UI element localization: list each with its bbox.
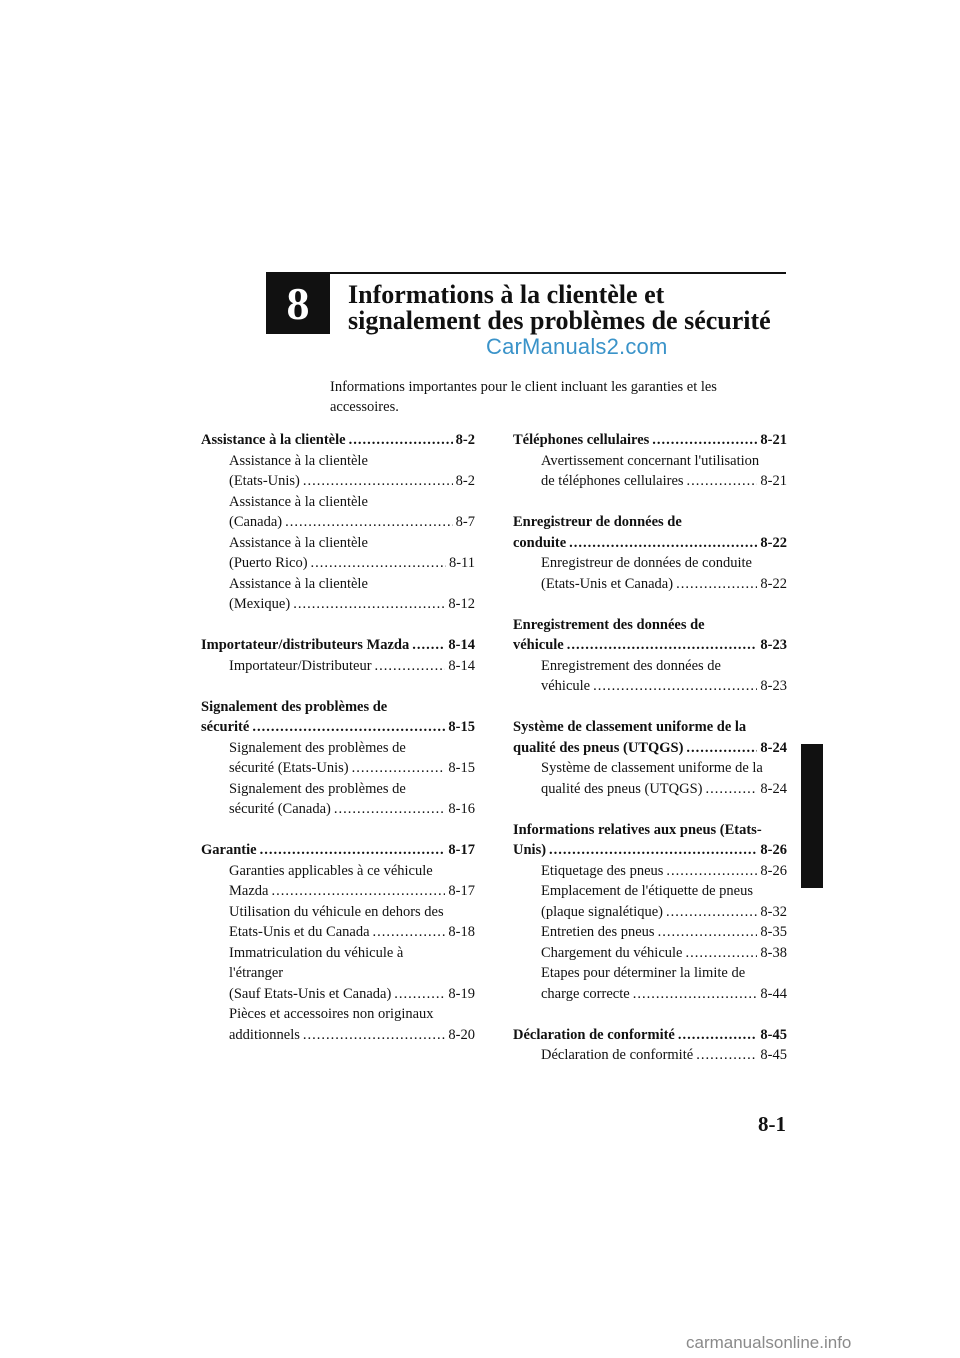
toc-section (201, 430, 475, 615)
toc-page-ref: 8-17 (448, 883, 475, 899)
toc-entry-line[interactable] (201, 1004, 475, 1025)
toc-section (201, 840, 475, 1045)
toc-heading-line[interactable] (513, 820, 787, 841)
toc-heading-line[interactable] (513, 635, 787, 656)
toc-entry-text: Déclaration de conformité (541, 1047, 694, 1063)
toc-leader-dots (652, 430, 757, 451)
toc-heading-line[interactable] (513, 533, 787, 554)
toc-entry-text: Système de classement uniforme de la (541, 760, 763, 776)
toc-entry-text: Signalement des problèmes de (229, 780, 406, 797)
toc-page-ref: 8-45 (760, 1026, 787, 1043)
toc-page-ref: 8-21 (760, 473, 787, 489)
toc-entry-line[interactable] (201, 533, 475, 554)
toc-entry-line[interactable] (513, 758, 787, 779)
toc-entry-text: (plaque signalétique) (541, 903, 663, 920)
toc-entry-text: de téléphones cellulaires (541, 473, 684, 489)
toc-entry-text: Etats-Unis et du Canada (229, 924, 370, 940)
toc-section (513, 615, 787, 697)
watermark-link[interactable]: CarManuals2.com (486, 334, 668, 359)
toc-leader-dots (293, 594, 445, 615)
toc-leader-dots (303, 1025, 446, 1046)
toc-entry-text: Enregistrement des données de (541, 657, 721, 674)
toc-entry-text: Assistance à la clientèle (229, 493, 368, 510)
toc-leader-dots (285, 512, 453, 533)
toc-entry-text: conduite (513, 534, 567, 551)
toc-entry-line[interactable] (201, 492, 475, 513)
toc-heading-line[interactable] (513, 430, 787, 451)
toc-entry-line[interactable] (201, 943, 475, 964)
toc-leader-dots (658, 922, 758, 943)
toc-leader-dots (567, 635, 758, 656)
toc-leader-dots (685, 943, 757, 964)
toc-entry-text: Assistance à la clientèle (229, 575, 368, 592)
toc-entry-text: véhicule (541, 678, 591, 694)
toc-entry-line[interactable] (513, 902, 787, 923)
toc-section (201, 697, 475, 820)
toc-leader-dots (394, 984, 445, 1005)
toc-leader-dots (686, 738, 757, 759)
toc-page-ref: 8-38 (760, 944, 787, 961)
toc-entry-text: qualité des pneus (UTQGS) (513, 739, 684, 756)
toc-leader-dots (666, 902, 757, 923)
toc-entry-line[interactable] (513, 943, 787, 964)
toc-entry-line[interactable] (513, 922, 787, 943)
toc-entry-line[interactable] (201, 799, 475, 820)
toc-heading-line[interactable] (201, 430, 475, 451)
toc-page-ref: 8-45 (760, 1047, 787, 1063)
toc-entry-text: Pièces et accessoires non originaux (229, 1006, 434, 1022)
toc-entry-text: Utilisation du véhicule en dehors des (229, 903, 444, 920)
toc-entry-line[interactable] (513, 451, 787, 472)
toc-entry-line[interactable] (201, 861, 475, 882)
toc-page-ref: 8-18 (448, 924, 475, 940)
toc-leader-dots (633, 984, 758, 1005)
toc-page-ref: 8-2 (455, 473, 475, 489)
toc-entry-line[interactable] (201, 594, 475, 615)
toc-entry-text: sécurité (201, 719, 250, 735)
toc-column-left (201, 430, 475, 1066)
toc-leader-dots (412, 635, 445, 656)
toc-entry-text: Enregistreur de données de (513, 514, 682, 530)
toc-leader-dots (549, 840, 757, 861)
toc-entry-text: Entretien des pneus (541, 924, 655, 940)
toc-page-ref: 8-16 (448, 801, 475, 817)
toc-page-ref: 8-22 (760, 534, 787, 551)
toc-entry-text: Assistance à la clientèle (229, 534, 368, 551)
toc-entry-line[interactable] (513, 574, 787, 595)
toc-entry-text: Emplacement de l'étiquette de pneus (541, 883, 753, 899)
toc-entry-line[interactable] (201, 738, 475, 759)
toc-entry-text: sécurité (Canada) (229, 801, 331, 817)
toc-entry-line[interactable] (513, 963, 787, 984)
chapter-title-line: signalement des problèmes de sécurité (348, 306, 771, 335)
toc-page-ref: 8-23 (760, 678, 787, 694)
toc-entry-text: Assistance à la clientèle (229, 452, 368, 469)
toc-page-ref: 8-15 (448, 760, 475, 776)
toc-heading-line[interactable] (513, 615, 787, 636)
toc-entry-line[interactable] (201, 758, 475, 779)
toc-page-ref: 8-15 (448, 719, 475, 735)
toc-entry-text: Enregistrement des données de (513, 616, 705, 633)
toc-entry-text: Déclaration de conformité (513, 1026, 675, 1043)
toc-page-ref: 8-23 (760, 637, 787, 653)
toc-page-ref: 8-20 (448, 1026, 475, 1043)
toc-entry-line[interactable] (513, 676, 787, 697)
toc-entry-line[interactable] (513, 553, 787, 574)
toc-entry-text: Garantie (201, 842, 257, 858)
toc-entry-line[interactable] (513, 881, 787, 902)
toc-entry-text: Système de classement uniforme de la (513, 719, 747, 735)
toc-entry-line[interactable] (201, 779, 475, 800)
toc-entry-line[interactable] (513, 471, 787, 492)
toc-entry-text: Etapes pour déterminer la limite de (541, 965, 746, 981)
toc-section (513, 512, 787, 594)
toc-heading-line[interactable] (201, 717, 475, 738)
chapter-intro: Informations importantes pour le client incluant les garanties et les accessoires. (330, 379, 717, 415)
toc-entry-line[interactable] (201, 984, 475, 1005)
toc-entry-text: Immatriculation du véhicule à (229, 944, 404, 961)
toc-entry-line[interactable] (201, 553, 475, 574)
toc-entry-line[interactable] (513, 984, 787, 1005)
chapter-side-tab (801, 744, 823, 888)
toc-heading-line[interactable] (513, 1025, 787, 1046)
toc-entry-line[interactable] (201, 471, 475, 492)
toc-entry-text: charge correcte (541, 985, 630, 1002)
toc-page-ref: 8-32 (760, 903, 787, 920)
toc-entry-text: (Sauf Etats-Unis et Canada) (229, 985, 392, 1002)
footer-watermark[interactable]: carmanualsonline.info (686, 1333, 852, 1352)
toc-entry-line[interactable] (201, 963, 475, 984)
toc-page-ref: 8-12 (448, 596, 475, 612)
toc-leader-dots (705, 779, 757, 800)
toc-entry-text: qualité des pneus (UTQGS) (541, 780, 703, 797)
toc-entry-text: Etiquetage des pneus (541, 862, 664, 879)
toc-page-ref: 8-35 (760, 924, 787, 940)
toc-entry-text: Garanties applicables à ce véhicule (229, 862, 433, 879)
toc-entry-text: véhicule (513, 637, 564, 653)
toc-heading-line[interactable] (513, 512, 787, 533)
toc-entry-line[interactable] (513, 1045, 787, 1066)
toc-page-ref: 8-7 (455, 514, 475, 530)
toc-entry-text: (Canada) (229, 514, 283, 530)
toc-page-ref: 8-24 (760, 780, 787, 797)
chapter-title-line: Informations à la clientèle et (348, 280, 665, 309)
toc-page-ref: 8-2 (455, 432, 475, 448)
toc-leader-dots (349, 430, 453, 451)
toc-page-ref: 8-14 (448, 637, 475, 653)
toc-leader-dots (375, 656, 446, 677)
toc-leader-dots (678, 1025, 758, 1046)
toc-entry-text: Mazda (229, 883, 269, 899)
toc-entry-line[interactable] (201, 656, 475, 677)
toc-heading-line[interactable] (201, 635, 475, 656)
toc-leader-dots (687, 471, 758, 492)
toc-page-ref: 8-24 (760, 739, 787, 756)
toc-leader-dots (666, 861, 757, 882)
toc-leader-dots (373, 922, 446, 943)
toc-section (513, 717, 787, 799)
toc-page-ref: 8-26 (760, 842, 787, 858)
chapter-title (348, 282, 798, 334)
toc-heading-line[interactable] (201, 840, 475, 861)
toc-entry-text: Signalement des problèmes de (201, 698, 388, 715)
toc-section (513, 820, 787, 1005)
toc-heading-line[interactable] (201, 697, 475, 718)
toc-entry-line[interactable] (201, 574, 475, 595)
toc-entry-text: Assistance à la clientèle (201, 432, 346, 448)
toc-entry-text: (Etats-Unis) (229, 473, 300, 489)
toc-leader-dots (593, 676, 757, 697)
toc-entry-text: (Puerto Rico) (229, 555, 308, 571)
toc-leader-dots (676, 574, 757, 595)
toc-entry-line[interactable] (201, 512, 475, 533)
toc-page-ref: 8-44 (760, 985, 787, 1002)
toc-section (513, 1025, 787, 1066)
toc-entry-text: l'étranger (229, 965, 284, 981)
toc-section (201, 635, 475, 676)
toc-leader-dots (696, 1045, 757, 1066)
toc-heading-line[interactable] (513, 717, 787, 738)
chapter-number-box (266, 272, 330, 334)
toc-entry-text: Chargement du véhicule (541, 944, 683, 961)
toc-leader-dots (260, 840, 446, 861)
toc-leader-dots (569, 533, 757, 554)
toc-page-ref: 8-26 (760, 862, 787, 879)
toc-page-ref: 8-21 (760, 432, 787, 448)
toc-heading-line[interactable] (513, 840, 787, 861)
toc-page-ref: 8-17 (448, 842, 475, 858)
toc-entry-text: Téléphones cellulaires (513, 432, 650, 448)
toc-entry-line[interactable] (513, 861, 787, 882)
toc-heading-line[interactable] (513, 738, 787, 759)
toc-column-right (513, 430, 787, 1086)
page-number: 8-1 (758, 1112, 786, 1136)
toc-leader-dots (252, 717, 445, 738)
toc-leader-dots (303, 471, 453, 492)
toc-page-ref: 8-22 (760, 575, 787, 592)
toc-entry-line[interactable] (201, 1025, 475, 1046)
toc-entry-line[interactable] (201, 881, 475, 902)
toc-page-ref: 8-19 (448, 985, 475, 1002)
toc-entry-text: Signalement des problèmes de (229, 739, 406, 756)
toc-leader-dots (334, 799, 446, 820)
toc-entry-line[interactable] (201, 451, 475, 472)
toc-entry-text: Avertissement concernant l'utilisation (541, 452, 760, 469)
toc-entry-text: (Mexique) (229, 596, 291, 612)
toc-entry-line[interactable] (513, 779, 787, 800)
toc-entry-text: sécurité (Etats-Unis) (229, 760, 349, 776)
toc-section (513, 430, 787, 492)
toc-entry-line[interactable] (513, 656, 787, 677)
toc-entry-text: Importateur/Distributeur (229, 657, 372, 674)
toc-leader-dots (311, 553, 446, 574)
toc-entry-text: Informations relatives aux pneus (Etats- (513, 821, 762, 838)
toc-page-ref: 8-11 (448, 555, 475, 571)
chapter-number: 8 (286, 277, 310, 329)
toc-leader-dots (352, 758, 446, 779)
chapter-title-rule (330, 272, 786, 274)
toc-page-ref: 8-14 (448, 657, 475, 674)
toc-entry-text: Importateur/distributeurs Mazda (201, 637, 410, 653)
toc-leader-dots (271, 881, 445, 902)
toc-entry-line[interactable] (201, 922, 475, 943)
toc-entry-line[interactable] (201, 902, 475, 923)
toc-entry-text: Enregistreur de données de conduite (541, 555, 752, 571)
toc-entry-text: additionnels (229, 1026, 300, 1043)
toc-entry-text: (Etats-Unis et Canada) (541, 575, 674, 592)
toc-entry-text: Unis) (513, 842, 547, 858)
